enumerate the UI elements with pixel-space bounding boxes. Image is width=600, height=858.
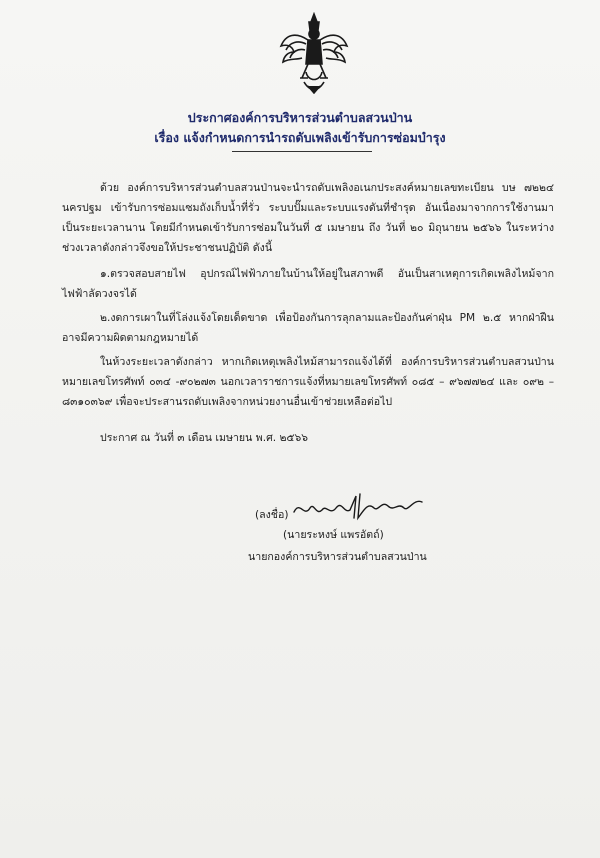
paragraph-text: ในห้วงระยะเวลาดังกล่าว หากเกิดเหตุเพลิงไหม้สามารถแจ้งได้ที่ องค์การบริหารส่วนตำบลสวนป่าน หมายเลขโทรศัพท์ ๐๓๔ -๙๐๒๗๓ นอกเวลาราชการแจ้งที่หมายเลขโทรศัพท์ ๐๘๕ – ๙๖๗๗๒๔ และ ๐๙๒ – ๘๓๑๐๓๖๙ เพื่อจะประสานรถดับเพลิงจากหน่วยงานอื่นเข้าช่วยเหลือต่อไป xyxy=(62,356,554,408)
paragraph-text: ด้วย องค์การบริหารส่วนตำบลสวนป่านจะนำรถดับเพลิงอเนกประสงค์หมายเลขทะเบียน บษ ๗๒๒๔ นครปฐม เข้ารับการซ่อมแซมถังเก็บน้ำที่รั่ว ระบบปั๊มและระบบแรงดันที่ชำรุด อันเนื่องมาจากการใช้งานมาเป็นระยะเวลานาน โดยมีกำหนดเข้ารับการซ่อมในวันที่ ๕ เมษายน ถึง วันที่ ๒๐ มิถุนายน ๒๕๖๖ ในระหว่างช่วงเวลาดังกล่าวจึงขอให้ประชาชนปฏิบัติ ดังนี้ xyxy=(62,182,554,254)
signature-label: (ลงชื่อ) xyxy=(255,509,289,521)
document-title: ประกาศองค์การบริหารส่วนตำบลสวนป่าน xyxy=(187,110,413,125)
title-divider xyxy=(232,151,372,152)
announcement-date: ประกาศ ณ วันที่ ๓ เดือน เมษายน พ.ศ. ๒๕๖๖ xyxy=(100,432,308,444)
body-paragraph-item-1 xyxy=(62,264,554,304)
garuda-emblem-icon xyxy=(278,12,350,94)
document-subject: เรื่อง แจ้งกำหนดการนำรถดับเพลิงเข้ารับการซ่อมบำรุง xyxy=(154,130,446,145)
body-paragraph-intro xyxy=(62,178,554,258)
paragraph-text: ๑.ตรวจสอบสายไฟ อุปกรณ์ไฟฟ้าภายในบ้านให้อยู่ในสภาพดี อันเป็นสาเหตุการเกิดเพลิงไหม้จากไฟฟ้าลัดวงจรได้ xyxy=(62,268,554,300)
handwritten-signature xyxy=(290,488,430,524)
signatory-name: (นายระหงษ์ แพรอัตถ์) xyxy=(283,529,384,541)
paragraph-text: ๒.งดการเผาในที่โล่งแจ้งโดยเด็ดขาด เพื่อป้องกันการลุกลามและป้องกันค่าฝุ่น PM ๒.๕ หากฝ่าฝืนอาจมีความผิดตามกฎหมายได้ xyxy=(62,312,554,344)
body-paragraph-item-2 xyxy=(62,308,554,348)
signatory-position: นายกองค์การบริหารส่วนตำบลสวนป่าน xyxy=(248,551,427,563)
body-paragraph-contact xyxy=(62,352,554,412)
